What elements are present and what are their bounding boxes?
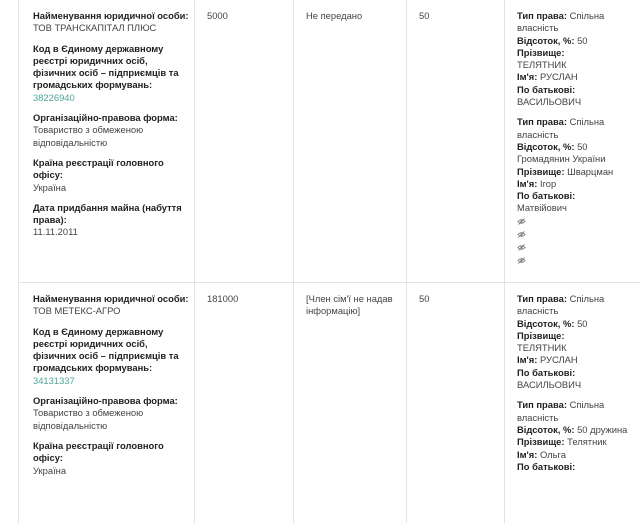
entity-form: Товариство з обмеженою відповідальністю bbox=[33, 124, 144, 148]
entity-info-cell bbox=[33, 293, 189, 485]
first-name: Ігор bbox=[539, 177, 557, 189]
percent: 50 Громадянин України bbox=[517, 140, 606, 165]
entity-code-link[interactable]: 38226940 bbox=[33, 91, 75, 103]
percent-label: Відсоток, %: bbox=[517, 34, 575, 46]
patronymic-label: По батькові: bbox=[517, 366, 576, 378]
eye-slash-icon[interactable] bbox=[517, 230, 526, 239]
first-name: РУСЛАН bbox=[539, 354, 578, 366]
surname-label: Прізвище: bbox=[517, 165, 565, 177]
status-cell: [Член сім'ї не надав інформацію] bbox=[306, 293, 393, 317]
surname-label: Прізвище: bbox=[517, 436, 565, 448]
entity-info-cell bbox=[33, 10, 189, 247]
first-name-label: Ім'я: bbox=[517, 448, 538, 460]
first-name-label: Ім'я: bbox=[517, 71, 538, 83]
right-type: Спільна власність bbox=[517, 399, 605, 423]
table-row bbox=[18, 0, 640, 283]
percent-label: Відсоток, %: bbox=[517, 317, 575, 329]
entity-country-label: Країна реєстрації головного офісу: bbox=[33, 439, 164, 464]
entity-country: Україна bbox=[33, 464, 67, 476]
percent-label: Відсоток, %: bbox=[517, 423, 575, 435]
patronymic-label: По батькові: bbox=[517, 460, 576, 472]
right-type: Спільна власність bbox=[517, 116, 605, 140]
eye-slash-icon[interactable] bbox=[517, 256, 526, 265]
first-name-label: Ім'я: bbox=[517, 177, 538, 189]
share-cell: 50 bbox=[419, 293, 430, 304]
surname: ТЕЛЯТНИК bbox=[517, 342, 567, 354]
patronymic-label: По батькові: bbox=[517, 83, 576, 95]
acquisition-date: 11.11.2011 bbox=[33, 226, 78, 238]
right-type-label: Тип права: bbox=[517, 399, 567, 411]
entity-country-label: Країна реєстрації головного офісу: bbox=[33, 156, 164, 181]
entity-form-label: Організаційно-правова форма: bbox=[33, 395, 178, 407]
entity-code-link[interactable]: 34131337 bbox=[33, 374, 75, 386]
patronymic: ВАСИЛЬОВИЧ bbox=[517, 96, 582, 108]
patronymic-label: По батькові: bbox=[517, 190, 576, 202]
right-type-label: Тип права: bbox=[517, 10, 567, 21]
percent: 50 дружина bbox=[577, 423, 628, 435]
right-type: Спільна власність bbox=[517, 293, 605, 317]
percent: 50 bbox=[577, 317, 588, 329]
surname: Шварцман bbox=[567, 165, 614, 177]
owners-cell bbox=[517, 10, 637, 273]
patronymic: ВАСИЛЬОВИЧ bbox=[517, 379, 582, 391]
entity-name: ТОВ МЕТЕКС-АГРО bbox=[33, 305, 121, 317]
entity-name-label: Найменування юридичної особи: bbox=[33, 10, 189, 21]
right-type-label: Тип права: bbox=[517, 116, 567, 128]
owner-entry bbox=[517, 116, 637, 264]
assets-table bbox=[18, 0, 640, 523]
first-name: Ольга bbox=[539, 448, 566, 460]
surname-label: Прізвище: bbox=[517, 329, 565, 341]
entity-name: ТОВ ТРАНСКАПІТАЛ ПЛЮС bbox=[33, 22, 157, 34]
entity-name-label: Найменування юридичної особи: bbox=[33, 293, 189, 304]
status-cell: Не передано bbox=[306, 10, 363, 21]
entity-code-label: Код в Єдиному державному реєстрі юридичних осіб, фізичних осіб – підприємців та громадських формувань: bbox=[33, 42, 179, 91]
entity-form: Товариство з обмеженою відповідальністю bbox=[33, 407, 144, 431]
first-name: РУСЛАН bbox=[539, 71, 578, 83]
owners-cell bbox=[517, 293, 637, 481]
table-row bbox=[18, 283, 640, 523]
owner-entry bbox=[517, 399, 637, 473]
amount-cell: 5000 bbox=[207, 10, 228, 21]
surname: ТЕЛЯТНИК bbox=[517, 59, 567, 71]
amount-cell: 181000 bbox=[207, 293, 239, 304]
eye-slash-icon[interactable] bbox=[517, 243, 526, 252]
surname: Телятник bbox=[567, 436, 607, 448]
entity-code-label: Код в Єдиному державному реєстрі юридичних осіб, фізичних осіб – підприємців та громадських формувань: bbox=[33, 325, 179, 374]
right-type: Спільна власність bbox=[517, 10, 605, 34]
first-name-label: Ім'я: bbox=[517, 354, 538, 366]
percent-label: Відсоток, %: bbox=[517, 140, 575, 152]
right-type-label: Тип права: bbox=[517, 293, 567, 304]
owner-entry bbox=[517, 10, 637, 108]
entity-country: Україна bbox=[33, 181, 67, 193]
surname-label: Прізвище: bbox=[517, 46, 565, 58]
owner-entry bbox=[517, 293, 637, 391]
patronymic: Матвійович bbox=[517, 202, 567, 214]
eye-slash-icon[interactable] bbox=[517, 217, 526, 226]
share-cell: 50 bbox=[419, 10, 430, 21]
percent: 50 bbox=[577, 34, 588, 46]
entity-form-label: Організаційно-правова форма: bbox=[33, 112, 178, 124]
acquisition-date-label: Дата придбання майна (набуття права): bbox=[33, 201, 182, 226]
